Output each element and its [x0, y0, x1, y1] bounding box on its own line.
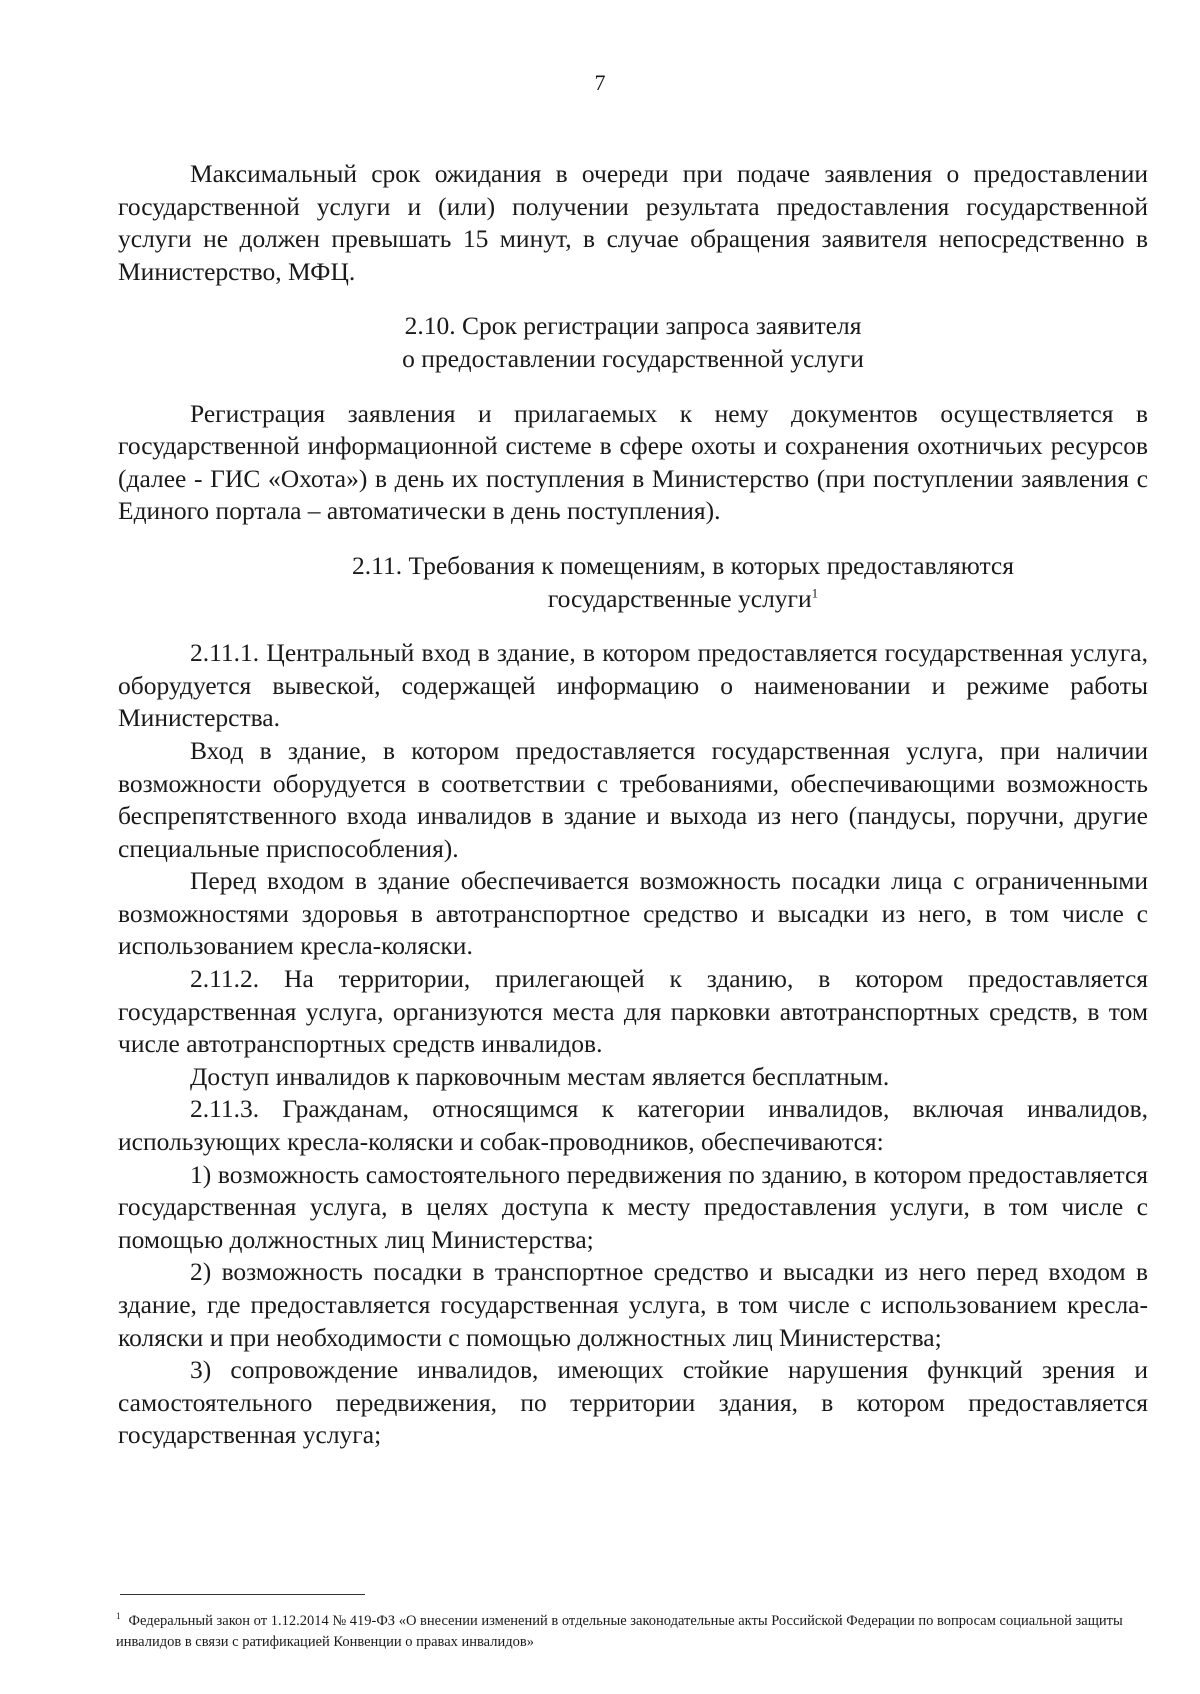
heading-2-11-line2: государственные услуги	[547, 583, 812, 613]
footnote-reference[interactable]: 1	[811, 585, 819, 601]
footnote-text: Федеральный закон от 1.12.2014 № 419-ФЗ «О внесении изменений в отдельные законодательные акты Российской Федерации по вопросам социальной защиты инвалидов в связи с ратификацией Конвенции о правах инвалидов»	[116, 1612, 1123, 1650]
document-body	[118, 158, 1148, 1452]
paragraph-before-entrance: Перед входом в здание обеспечивается возможность посадки лица с ограниченными возможностями здоровья в автотранспортное средство и высадки из него, в том числе с использованием кресла-коляски.	[118, 866, 1148, 961]
page-number: 7	[594, 70, 606, 95]
footnote	[116, 1606, 1146, 1653]
list-item-3: 3) сопровождение инвалидов, имеющих стойкие нарушения функций зрения и самостоятельного передвижения, по территории здания, в котором предоставляется государственная услуга;	[118, 1355, 1148, 1450]
paragraph-parking-free: Доступ инвалидов к парковочным местам является бесплатным.	[190, 1061, 890, 1091]
paragraph-registration: Регистрация заявления и прилагаемых к нему документов осуществляется в государственной информационной системе в сфере охоты и сохранения охотничьих ресурсов (далее - ГИС «Охота») в день их поступления в Министерство (при поступлении заявления с Единого портала – автоматически в день поступления).	[118, 398, 1148, 526]
heading-2-11-line2-wrap	[218, 583, 1148, 616]
footnote-number: 1	[116, 1611, 121, 1621]
paragraph-2-11-2: 2.11.2. На территории, прилегающей к зданию, в котором предоставляется государственная услуга, организуются места для парковки автотранспортных средств, в том числе автотранспортных средств инвалидов.	[118, 964, 1148, 1059]
footnote-divider	[120, 1594, 365, 1595]
section-heading-2-11	[118, 550, 1148, 615]
heading-2-10-line2: о предоставлении государственной услуги	[402, 343, 864, 373]
section-heading-2-10	[118, 310, 1148, 375]
heading-2-11-line1: 2.11. Требования к помещениям, в которых предоставляются	[352, 550, 1014, 580]
paragraph-2-11-1: 2.11.1. Центральный вход в здание, в котором предоставляется государственная услуга, оборудуется вывеской, содержащей информацию о наименовании и режиме работы Министерства.	[118, 638, 1148, 733]
list-item-1: 1) возможность самостоятельного передвижения по зданию, в котором предоставляется государственная услуга, в целях доступа к месту предоставления услуги, в том числе с помощью должностных лиц Министерства;	[118, 1159, 1148, 1254]
paragraph-entrance: Вход в здание, в котором предоставляется государственная услуга, при наличии возможности оборудуется в соответствии с требованиями, обеспечивающими возможность беспрепятственного входа инвалидов в здание и выхода из него (пандусы, поручни, другие специальные приспособления).	[118, 735, 1148, 863]
heading-2-10-line1: 2.10. Срок регистрации запроса заявителя	[404, 311, 862, 341]
paragraph-wait-time: Максимальный срок ожидания в очереди при подаче заявления о предоставлении государственной услуги и (или) получении результата предоставления государственной услуги не должен превышать 15 минут, в случае обращения заявителя непосредственно в Министерство, МФЦ.	[118, 159, 1148, 286]
list-item-2: 2) возможность посадки в транспортное средство и высадки из него перед входом в здание, где предоставляется государственная услуга, в том числе с использованием кресла-коляски и при необходимости с помощью должностных лиц Министерства;	[118, 1257, 1148, 1352]
paragraph-2-11-3: 2.11.3. Гражданам, относящимся к категории инвалидов, включая инвалидов, использующих кресла-коляски и собак-проводников, обеспечиваются:	[118, 1094, 1148, 1157]
